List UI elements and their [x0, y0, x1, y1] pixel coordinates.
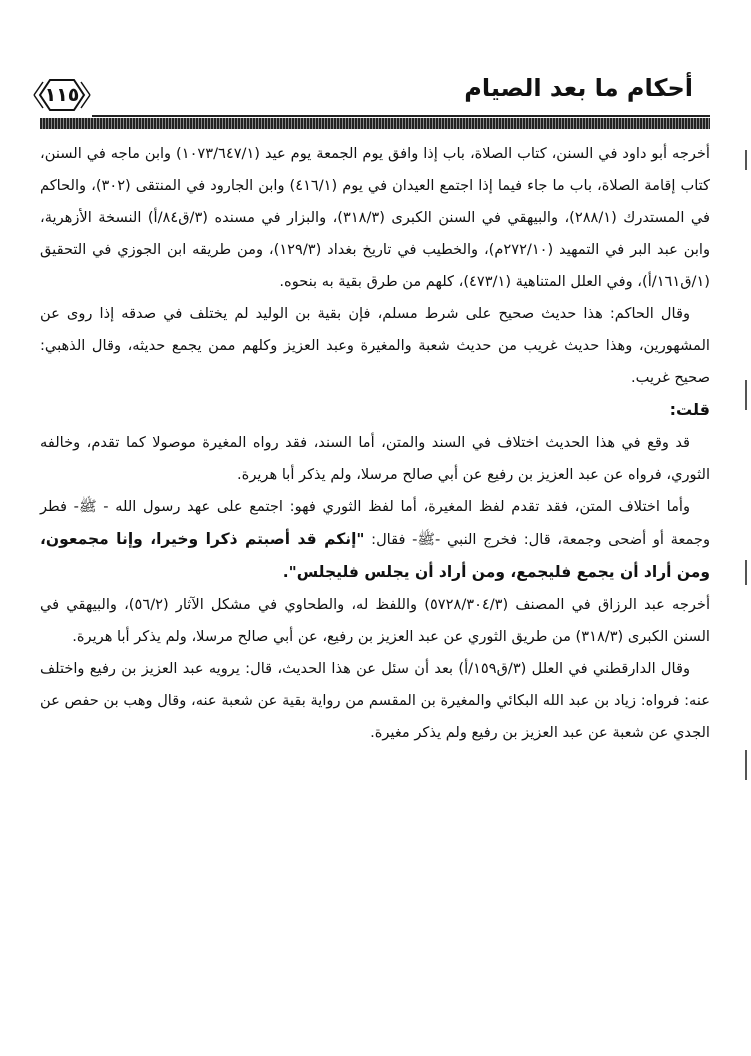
paragraph-daraqutni: وقال الدارقطني في العلل (٣/ق١٥٩/أ) بعد أن سئل عن هذا الحديث، قال: يرويه عبد العزيز بن رفيع واختلف عنه: فرواه: زياد بن عبد الله البكائي والمغيرة بن المقسم من رواية بقية عن شعبة عنه، وقال وهب بن حفص عن الجدي عن شعبة عن عبد العزيز بن رفيع ولم يذكر مغيرة.: [40, 660, 710, 741]
header-rule: [40, 118, 710, 129]
scan-edge-mark: [745, 380, 747, 410]
paragraph-isnad-difference: قد وقع في هذا الحديث اختلاف في السند والمتن، أما السند، فقد رواه المغيرة موصولا كما تقدم، وخالفه الثوري، فرواه عن عبد العزيز بن رفيع عن أبي صالح مرسلا، ولم يذكر أبا هريرة.: [40, 434, 710, 483]
paragraph-takhrij-1: أخرجه أبو داود في السنن، كتاب الصلاة، باب إذا وافق يوم الجمعة يوم عيد (١٠٧٣/٦٤٧/١) وابن ماجه في السنن، كتاب إقامة الصلاة، باب ما جاء فيما إذا اجتمع العيدان في يوم (٤١٦/١) وابن الجارود في المنتقى (٣٠٢)، والحاكم في المستدرك (٢٨٨/١)، والبيهقي في السنن الكبرى (٣١٨/٣)، والبزار في مسنده (٣/ق٨٤/أ) النسخة الأزهرية، وابن عبد البر في التمهيد (٢٧٢/١٠م)، والخطيب في تاريخ بغداد (١٢٩/٣)، ومن طريقه ابن الجوزي في التحقيق (١/ق١٦١/أ)، وفي العلل المتناهية (٤٧٣/١)، كلهم من طرق بقية به بنحوه.: [40, 145, 710, 290]
qult-heading: قلت:: [669, 400, 710, 419]
page-number-badge: [30, 75, 94, 115]
scan-edge-mark: [745, 560, 747, 585]
paragraph-qult-heading: [40, 394, 710, 427]
paragraph-matn-difference: [40, 491, 710, 589]
hadith-quote: "إنكم قد أصبتم ذكرا وخيرا، وإنا مجمعون، ومن أراد أن يجمع فليجمع، ومن أراد أن يجلس فليجلس".: [40, 530, 710, 581]
matn-intro-text: وأما اختلاف المتن، فقد تقدم لفظ المغيرة، أما لفظ الثوري فهو: اجتمع على عهد رسول الله - ﷺ- فطر وجمعة أو أضحى وجمعة، قال: فخرج النبي -ﷺ- فقال:: [40, 498, 710, 548]
header-rule-top-line: [92, 115, 710, 117]
paragraph-takhrij-2: أخرجه عبد الرزاق في المصنف (٥٧٢٨/٣٠٤/٣) واللفظ له، والطحاوي في مشكل الآثار (٥٦/٢)، والبيهقي في السنن الكبرى (٣١٨/٣) من طريق الثوري عن عبد العزيز بن رفيع، عن أبي صالح مرسلا، ولم يذكر أبا هريرة.: [40, 596, 711, 645]
page-body: [40, 138, 710, 749]
running-header-title: أحكام ما بعد الصيام: [464, 74, 693, 102]
scan-edge-mark: [745, 750, 747, 780]
scan-edge-mark: [745, 150, 747, 170]
paragraph-hakim-statement: وقال الحاكم: هذا حديث صحيح على شرط مسلم، فإن بقية بن الوليد لم يختلف في صدقه إذا روى عن المشهورين، وهذا حديث غريب من حديث شعبة والمغيرة وعبد العزيز وكلهم ممن يجمع حديثه، وقال الذهبي: صحيح غريب.: [40, 305, 710, 386]
page-number: ١١٥: [44, 84, 80, 106]
